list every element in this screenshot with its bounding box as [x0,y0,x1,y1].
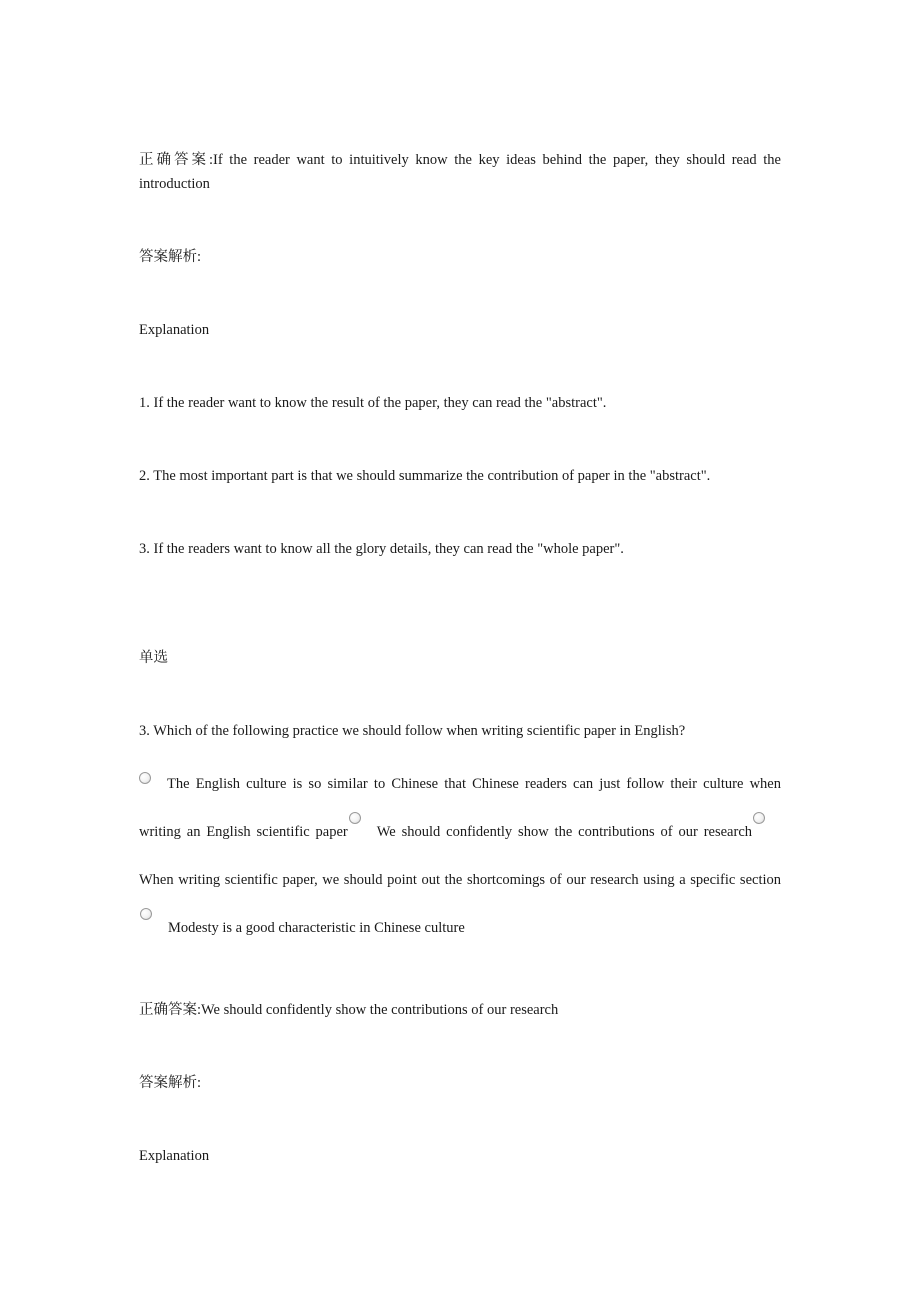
radio-option-4-icon[interactable] [140,908,152,920]
option-3-text: When writing scientific paper, we should point out the shortcomings of our research using a specific section [139,872,781,888]
correct-answer-q3: 正确答案:We should confidently show the contributions of our research [139,1002,559,1018]
answer-analysis-label-q3: 答案解析: [139,1075,202,1091]
correct-answer-q2: 正确答案:If the reader want to intuitively know the key ideas behind the paper, they should read the introduction [139,152,781,192]
question-text-q3: 3. Which of the following practice we should follow when writing scientific paper in English? [139,723,686,739]
option-1-text: The English culture is so similar to Chinese that Chinese readers can just follow their culture when writing an English scientific paper [139,776,781,840]
radio-option-3-icon[interactable] [753,812,765,824]
radio-option-2-icon[interactable] [349,812,361,824]
answer-analysis-label-q2: 答案解析: [139,249,202,265]
explanation-item-2: 2. The most important part is that we should summarize the contribution of paper in the "abstract". [139,468,711,484]
explanation-heading-q3: Explanation [139,1148,210,1164]
explanation-item-1: 1. If the reader want to know the result of the paper, they can read the "abstract". [139,395,607,411]
question-type-label: 单选 [139,650,168,666]
explanation-item-3: 3. If the readers want to know all the glory details, they can read the "whole paper". [139,541,624,557]
option-2-text: We should confidently show the contributions of our research [376,824,752,840]
option-4-text: Modesty is a good characteristic in Chinese culture [168,920,465,936]
answer-options [139,760,781,952]
radio-option-1-icon[interactable] [139,772,151,784]
explanation-heading-q2: Explanation [139,322,210,338]
